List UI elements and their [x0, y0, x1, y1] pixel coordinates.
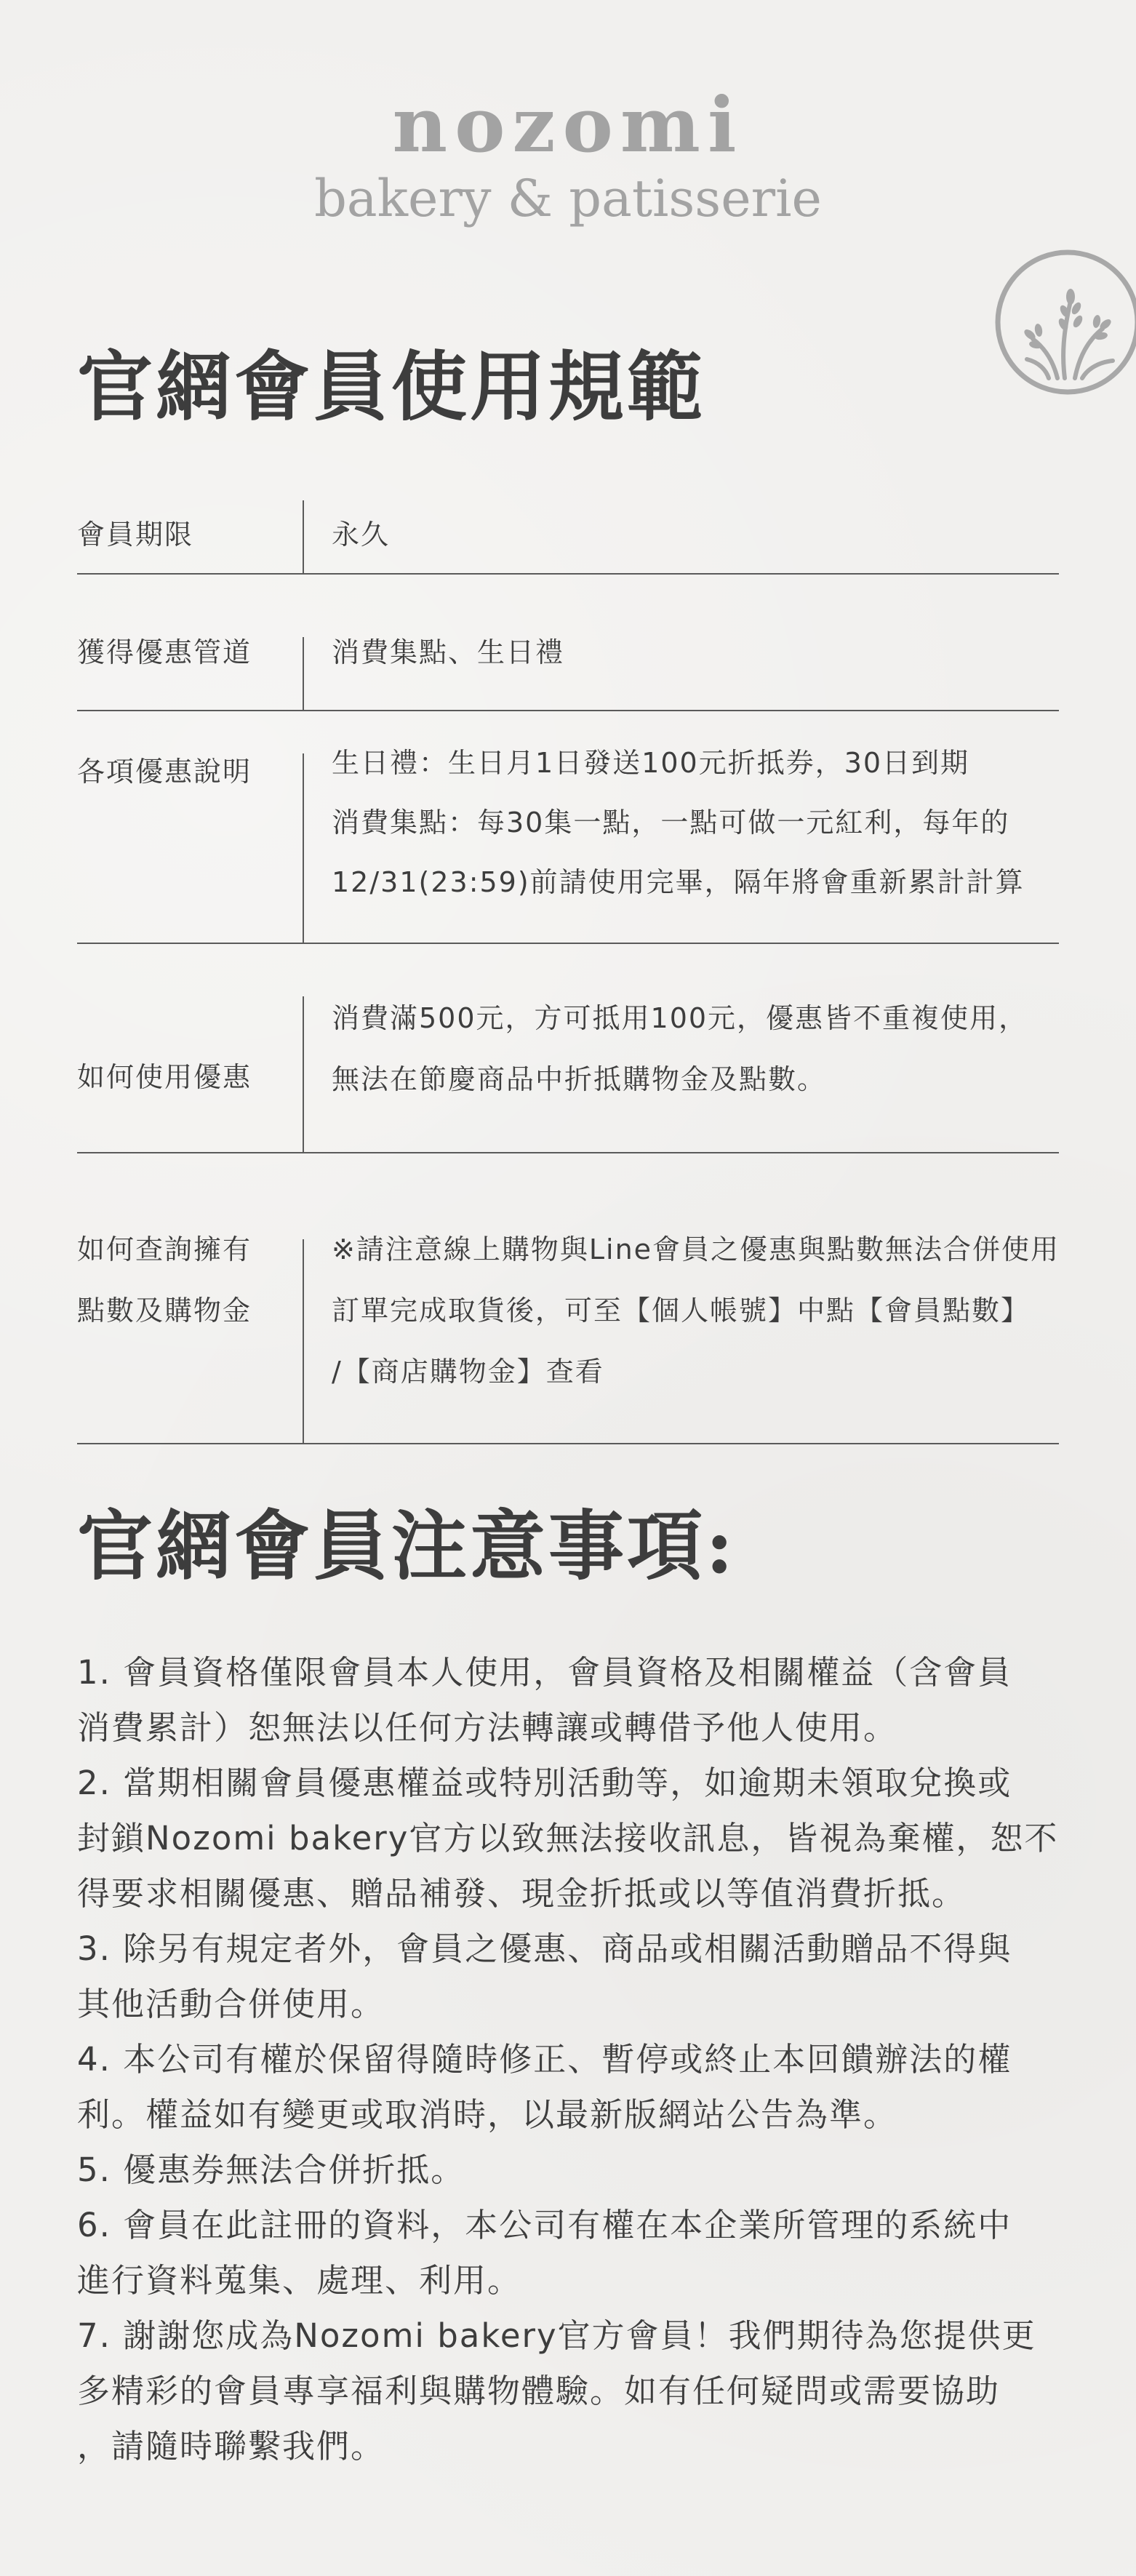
notes-line: 利。權益如有變更或取消時，以最新版網站公告為準。	[77, 2095, 898, 2134]
table-row	[77, 944, 1059, 1153]
row-label: 獲得優惠管道	[77, 636, 252, 668]
notes-line: 其他活動合併使用。	[77, 1985, 385, 2023]
rules-table	[77, 500, 1059, 1444]
row-value: 消費集點、生日禮	[332, 636, 565, 668]
table-row	[77, 500, 1059, 575]
row-label: 各項優惠說明	[77, 756, 252, 788]
column-divider	[303, 1239, 304, 1443]
notes-line: 多精彩的會員專享福利與購物體驗。如有任何疑問或需要協助	[77, 2372, 1001, 2410]
notes-line: 6. 會員在此註冊的資料，本公司有權在本企業所管理的系統中	[77, 2206, 1012, 2244]
notes-line: 4. 本公司有權於保留得隨時修正、暫停或終止本回饋辦法的權	[77, 2040, 1012, 2079]
brand-logo	[0, 80, 1136, 228]
notes-line: 2. 當期相關會員優惠權益或特別活動等，如逾期未領取兌換或	[77, 1764, 1012, 1802]
row-label: 如何查詢擁有 點數及購物金	[77, 1233, 252, 1327]
column-divider	[303, 996, 304, 1152]
notes-title: 官網會員注意事項:	[77, 1501, 737, 1591]
notes-line: 5. 優惠券無法合併折抵。	[77, 2151, 465, 2189]
logo-tagline: bakery & patisserie	[314, 169, 822, 228]
row-value: 生日禮：生日月1日發送100元折抵券，30日到期 消費集點：每30集一點，一點可做一元紅利，每年的 12/31(23:59)前請使用完畢，隔年將會重新累計計算	[332, 747, 1025, 898]
notes-line: ，請隨時聯繫我們。	[77, 2427, 385, 2465]
notes-line: 7. 謝謝您成為Nozomi bakery官方會員！我們期待為您提供更	[77, 2316, 1036, 2355]
notes-list	[77, 1645, 1066, 2474]
wheat-emblem-icon	[995, 246, 1136, 399]
notes-line: 得要求相關優惠、贈品補發、現金折抵或以等值消費折抵。	[77, 1874, 967, 1913]
notes-line: 封鎖Nozomi bakery官方以致無法接收訊息，皆視為棄權，恕不	[77, 1819, 1059, 1857]
notes-line: 1. 會員資格僅限會員本人使用，會員資格及相關權益（含會員	[77, 1653, 1012, 1692]
row-value: ※請注意線上購物與Line會員之優惠與點數無法合併使用 訂單完成取貨後，可至【個人帳號】中點【會員點數】 /【商店購物金】查看	[332, 1233, 1060, 1388]
column-divider	[303, 500, 304, 573]
table-row	[77, 711, 1059, 944]
notes-line: 進行資料蒐集、處理、利用。	[77, 2261, 522, 2300]
column-divider	[303, 753, 304, 943]
row-label: 如何使用優惠	[77, 1061, 252, 1093]
notes-line: 消費累計）恕無法以任何方法轉讓或轉借予他人使用。	[77, 1708, 898, 1747]
row-label: 會員期限	[77, 519, 194, 551]
column-divider	[303, 637, 304, 710]
table-row	[77, 1153, 1059, 1444]
row-value: 消費滿500元，方可抵用100元，優惠皆不重複使用， 無法在節慶商品中折抵購物金及點數。	[332, 1002, 1028, 1095]
notes-line: 3. 除另有規定者外，會員之優惠、商品或相關活動贈品不得與	[77, 1929, 1012, 1968]
logo-wordmark: nozomi	[392, 80, 744, 169]
rules-title: 官網會員使用規範	[77, 342, 706, 431]
row-value: 永久	[332, 519, 391, 551]
table-row	[77, 575, 1059, 711]
